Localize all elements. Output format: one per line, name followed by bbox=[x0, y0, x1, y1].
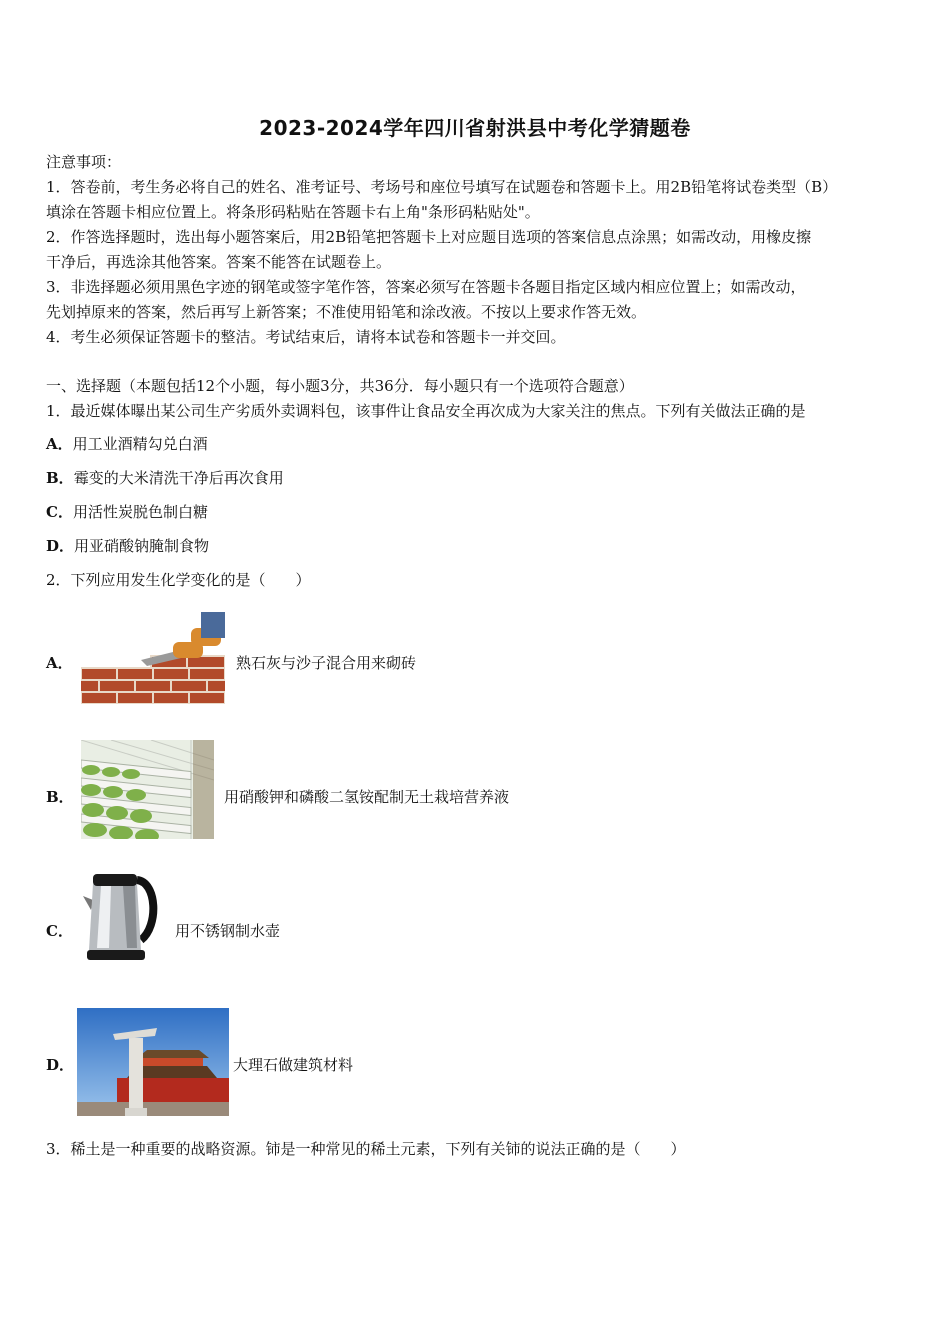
bricklaying-image bbox=[81, 612, 225, 704]
notice-line-4: 干净后，再选涂其他答案。答案不能答在试题卷上。 bbox=[46, 253, 392, 271]
q1-option-d-letter: D． bbox=[46, 537, 75, 555]
q1-option-a-letter: A． bbox=[46, 435, 73, 453]
q1-option-c bbox=[46, 502, 208, 522]
q2-option-c-text: 用不锈钢制水壶 bbox=[175, 922, 281, 940]
q1-option-a-text: 用工业酒精勾兑白酒 bbox=[72, 435, 208, 453]
notice-line-1: 1．答卷前，考生务必将自己的姓名、准考证号、考场号和座位号填写在试题卷和答题卡上。用2B铅笔将试卷类型（B） bbox=[46, 178, 838, 196]
question-2-stem: 2．下列应用发生化学变化的是（ ） bbox=[46, 571, 311, 589]
q2-option-b-text: 用硝酸钾和磷酸二氢铵配制无土栽培营养液 bbox=[224, 788, 510, 806]
notice-line-7: 4．考生必须保证答题卡的整洁。考试结束后，请将本试卷和答题卡一并交回。 bbox=[46, 328, 566, 346]
q1-option-b-letter: B． bbox=[46, 469, 74, 487]
page-title: 2023-2024学年四川省射洪县中考化学猜题卷 bbox=[259, 116, 691, 140]
notice-heading: 注意事项： bbox=[46, 153, 122, 171]
q1-option-c-text: 用活性炭脱色制白糖 bbox=[72, 503, 208, 521]
notice-line-3: 2．作答选择题时，选出每小题答案后，用2B铅笔把答题卡上对应题目选项的答案信息点涂黑；如需改动，用橡皮擦 bbox=[46, 228, 812, 246]
q2-option-a-text: 熟石灰与沙子混合用来砌砖 bbox=[236, 654, 417, 672]
q1-option-d-text: 用亚硝酸钠腌制食物 bbox=[74, 537, 210, 555]
q2-option-d-text: 大理石做建筑材料 bbox=[233, 1056, 354, 1074]
kettle-image bbox=[79, 866, 161, 966]
q2-option-b-letter: B． bbox=[46, 788, 74, 806]
notice-line-5: 3．非选择题必须用黑色字迹的钢笔或签字笔作答，答案必须写在答题卡各题目指定区域内相应位置上；如需改动， bbox=[46, 278, 806, 296]
q2-option-a-letter: A． bbox=[46, 654, 73, 672]
q1-option-c-letter: C． bbox=[46, 503, 73, 521]
notice-line-2: 填涂在答题卡相应位置上。将条形码粘贴在答题卡右上角"条形码粘贴处"。 bbox=[46, 203, 540, 221]
hydroponics-image bbox=[81, 740, 214, 839]
question-3-stem: 3．稀土是一种重要的战略资源。铈是一种常见的稀土元素，下列有关铈的说法正确的是（ ） bbox=[46, 1140, 686, 1158]
q2-option-d-letter: D． bbox=[46, 1056, 75, 1074]
notice-line-6: 先划掉原来的答案，然后再写上新答案；不准使用铅笔和涂改液。不按以上要求作答无效。 bbox=[46, 303, 647, 321]
q1-option-b-text: 霉变的大米清洗干净后再次食用 bbox=[73, 469, 284, 487]
q2-option-c-letter: C． bbox=[46, 922, 73, 940]
q1-option-d bbox=[46, 536, 209, 556]
q1-option-b bbox=[46, 468, 284, 488]
section-heading: 一、选择题（本题包括12个小题，每小题3分，共36分．每小题只有一个选项符合题意） bbox=[46, 377, 634, 395]
question-1-stem: 1．最近媒体曝出某公司生产劣质外卖调料包，该事件让食品安全再次成为大家关注的焦点。下列有关做法正确的是 bbox=[46, 402, 806, 420]
marble-column-image bbox=[77, 1008, 229, 1116]
q1-option-a bbox=[46, 434, 208, 454]
